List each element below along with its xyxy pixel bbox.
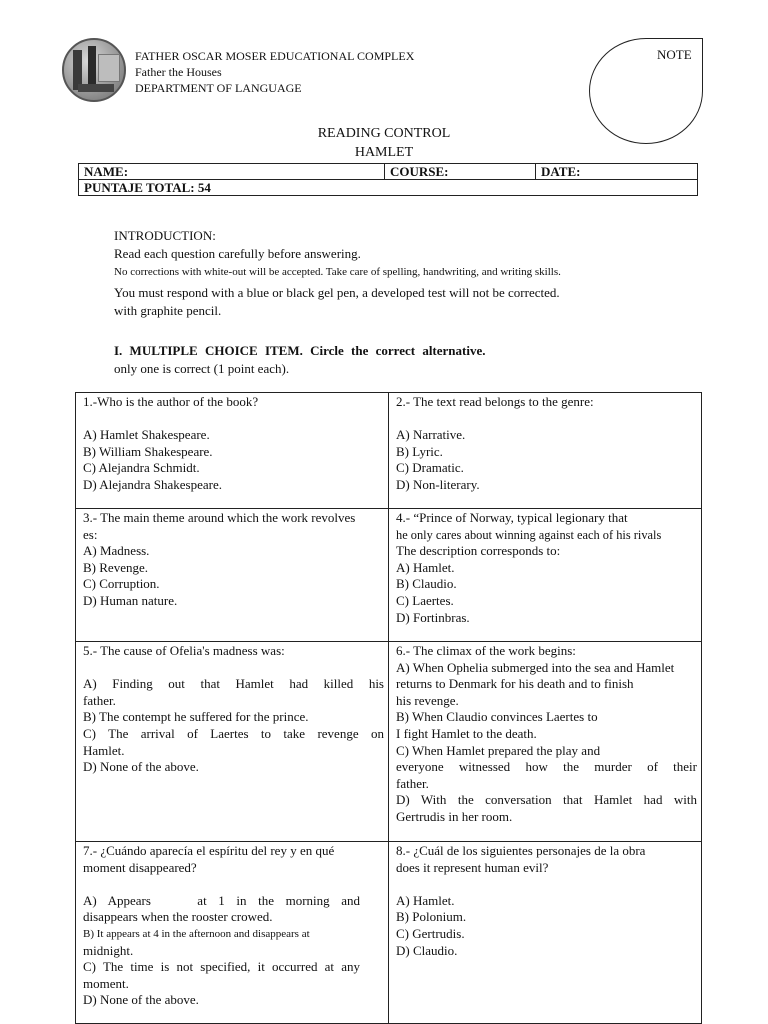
question-5 [76, 642, 389, 842]
question-6-option-d[interactable]: D) With the conversation that Hamlet had with [396, 792, 697, 808]
question-3-option-c[interactable]: C) Corruption. [83, 576, 160, 592]
section-title: I. MULTIPLE CHOICE ITEM. Circle the correct alternative. [114, 343, 486, 358]
question-1-prompt: 1.-Who is the author of the book? [83, 394, 259, 409]
question-3-prompt: 3.- The main theme around which the work revolves [83, 510, 356, 525]
question-2-option-a[interactable]: A) Narrative. [396, 427, 466, 443]
question-7-option-c[interactable]: C) The time is not specified, it occurred at any [83, 959, 360, 975]
question-4-prompt-end: The description corresponds to: [396, 543, 561, 559]
question-8-prompt: 8.- ¿Cuál de los siguientes personajes de la obra [396, 843, 646, 858]
question-6-option-a-cont: returns to Denmark for his death and to finish [396, 676, 634, 692]
question-5-option-a[interactable]: A) Finding out that Hamlet had killed his [83, 676, 384, 692]
question-6-option-c[interactable]: C) When Hamlet prepared the play and [396, 742, 601, 758]
question-7-option-a-cont: disappears when the rooster crowed. [83, 909, 273, 925]
question-3-prompt-cont: es: [83, 526, 98, 542]
question-2-option-d[interactable]: D) Non-literary. [396, 476, 480, 492]
intro-line-3: You must respond with a blue or black gel pen, a developed test will not be corrected. [114, 285, 560, 300]
question-7 [76, 842, 389, 1024]
school-name: FATHER OSCAR MOSER EDUCATIONAL COMPLEX [135, 49, 415, 63]
question-7-option-b[interactable]: B) It appears at 4 in the afternoon and disappears at [83, 927, 310, 940]
question-3-option-a[interactable]: A) Madness. [83, 543, 150, 559]
question-2-option-b[interactable]: B) Lyric. [396, 443, 443, 459]
question-6-option-c-end: father. [396, 775, 429, 791]
question-4 [389, 509, 702, 642]
question-8 [389, 842, 702, 1024]
question-6-option-d-cont: Gertrudis in her room. [396, 808, 513, 824]
name-field: NAME: [79, 164, 385, 180]
question-1 [76, 393, 389, 509]
section-subtitle: only one is correct (1 point each). [114, 361, 290, 376]
question-5-option-d[interactable]: D) None of the above. [83, 759, 199, 775]
question-5-option-c[interactable]: C) The arrival of Laertes to take revenge on [83, 725, 384, 741]
question-4-option-d[interactable]: D) Fortinbras. [396, 609, 470, 625]
question-6 [389, 642, 702, 842]
questions-table [75, 392, 702, 1024]
question-2-option-c[interactable]: C) Dramatic. [396, 460, 464, 476]
question-2-prompt: 2.- The text read belongs to the genre: [396, 394, 594, 409]
question-7-option-c-cont: moment. [83, 975, 129, 991]
question-7-prompt: 7.- ¿Cuándo aparecía el espíritu del rey y en qué [83, 843, 335, 858]
question-6-prompt: 6.- The climax of the work begins: [396, 643, 576, 658]
document-title: READING CONTROL [317, 126, 451, 141]
question-4-option-a[interactable]: A) Hamlet. [396, 559, 455, 575]
question-1-option-c[interactable]: C) Alejandra Schmidt. [83, 460, 200, 476]
intro-line-1: Read each question carefully before answering. [114, 246, 361, 261]
question-8-option-b[interactable]: B) Polonium. [396, 909, 467, 925]
course-field: COURSE: [385, 164, 536, 180]
question-7-prompt-cont: moment disappeared? [83, 859, 197, 875]
question-3-option-b[interactable]: B) Revenge. [83, 559, 148, 575]
question-1-option-d[interactable]: D) Alejandra Shakespeare. [83, 476, 222, 492]
document-subtitle: HAMLET [354, 145, 414, 160]
total-score: PUNTAJE TOTAL: 54 [79, 180, 698, 196]
question-7-option-a[interactable]: A) Appears at 1 in the morning and [83, 892, 360, 908]
question-5-prompt: 5.- The cause of Ofelia's madness was: [83, 643, 285, 658]
question-3 [76, 509, 389, 642]
question-5-option-a-cont: father. [83, 692, 116, 708]
question-1-option-a[interactable]: A) Hamlet Shakespeare. [83, 427, 210, 443]
intro-heading: INTRODUCTION: [114, 228, 216, 243]
question-8-prompt-cont: does it represent human evil? [396, 859, 549, 875]
question-6-option-c-cont: everyone witnessed how the murder of their [396, 759, 697, 775]
question-6-option-b-cont: I fight Hamlet to the death. [396, 725, 537, 741]
question-3-option-d[interactable]: D) Human nature. [83, 592, 178, 608]
question-2 [389, 393, 702, 509]
question-6-option-a[interactable]: A) When Ophelia submerged into the sea and Hamlet [396, 659, 675, 675]
question-4-prompt-cont: he only cares about winning against each of his rivals [396, 527, 662, 542]
department-name: DEPARTMENT OF LANGUAGE [135, 81, 302, 95]
question-8-option-c[interactable]: C) Gertrudis. [396, 925, 465, 941]
question-7-option-b-cont: midnight. [83, 942, 134, 958]
question-6-option-b[interactable]: B) When Claudio convinces Laertes to [396, 709, 598, 725]
student-info-table [78, 163, 698, 196]
question-8-option-d[interactable]: D) Claudio. [396, 942, 458, 958]
question-5-option-b[interactable]: B) The contempt he suffered for the prince. [83, 709, 309, 725]
school-motto: Father the Houses [135, 65, 222, 79]
question-5-option-c-cont: Hamlet. [83, 742, 125, 758]
question-6-option-a-end: his revenge. [396, 692, 459, 708]
school-logo [62, 38, 126, 102]
question-7-option-d[interactable]: D) None of the above. [83, 992, 199, 1008]
question-8-option-a[interactable]: A) Hamlet. [396, 892, 455, 908]
question-4-prompt: 4.- “Prince of Norway, typical legionary that [396, 510, 628, 525]
date-field: DATE: [536, 164, 698, 180]
question-4-option-b[interactable]: B) Claudio. [396, 576, 457, 592]
note-label: NOTE [657, 47, 692, 62]
question-4-option-c[interactable]: C) Laertes. [396, 592, 454, 608]
intro-line-4: with graphite pencil. [114, 303, 222, 318]
question-1-option-b[interactable]: B) William Shakespeare. [83, 443, 213, 459]
intro-line-2: No corrections with white-out will be accepted. Take care of spelling, handwriting, and writing skills. [114, 266, 561, 278]
